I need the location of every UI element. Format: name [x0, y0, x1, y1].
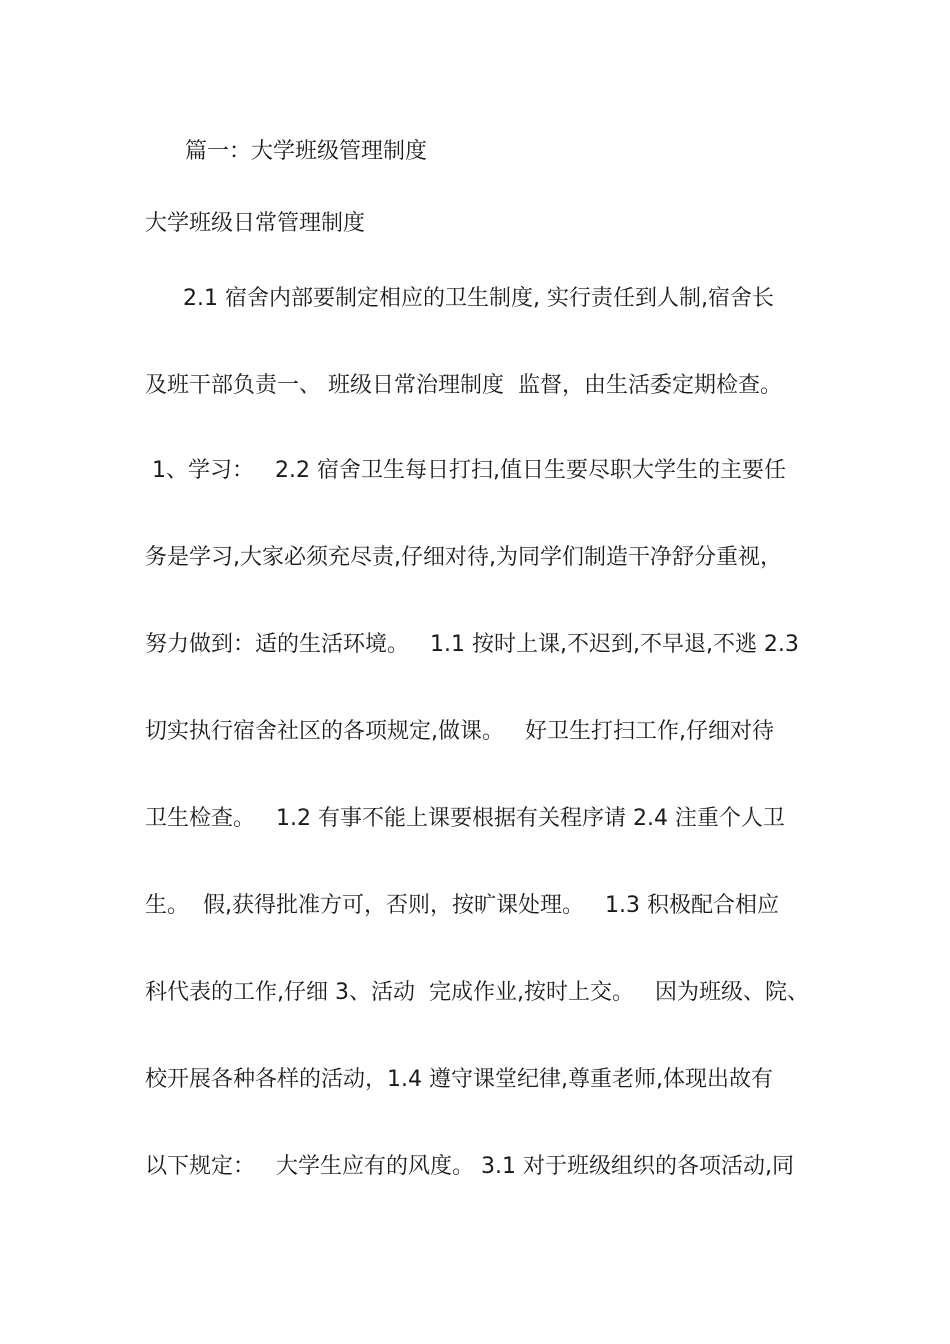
body-line: 及班干部负责一、 班级日常治理制度 监督，由生活委定期检查。 [145, 373, 782, 398]
body-line: 卫生检查。 1.2 有事不能上课要根据有关程序请 2.4 注重个人卫 [145, 806, 785, 831]
section-heading: 大学班级日常管理制度 [145, 211, 366, 236]
body-line: 努力做到：适的生活环境。 1.1 按时上课,不迟到,不早退,不逃 2.3 [145, 632, 799, 657]
body-line: 校开展各种各样的活动，1.4 遵守课堂纪律,尊重老师,体现出故有 [145, 1067, 773, 1092]
body-line: 1、学习： 2.2 宿舍卫生每日打扫,值日生要尽职大学生的主要任 [152, 458, 786, 483]
body-line: 以下规定： 大学生应有的风度。 3.1 对于班级组织的各项活动,同 [145, 1154, 794, 1179]
body-line: 科代表的工作,仔细 3、活动 完成作业,按时上交。 因为班级、院、 [145, 980, 809, 1005]
body-line: 务是学习,大家必须充尽责,仔细对待,为同学们制造干净舒分重视， [145, 545, 782, 570]
body-line: 切实执行宿舍社区的各项规定,做课。 好卫生打扫工作,仔细对待 [145, 719, 774, 744]
document-title: 篇一：大学班级管理制度 [185, 139, 428, 164]
body-line: 2.1 宿舍内部要制定相应的卫生制度, 实行责任到人制,宿舍长 [183, 286, 774, 311]
body-line: 生。 假,获得批准方可，否则，按旷课处理。 1.3 积极配合相应 [145, 893, 779, 918]
